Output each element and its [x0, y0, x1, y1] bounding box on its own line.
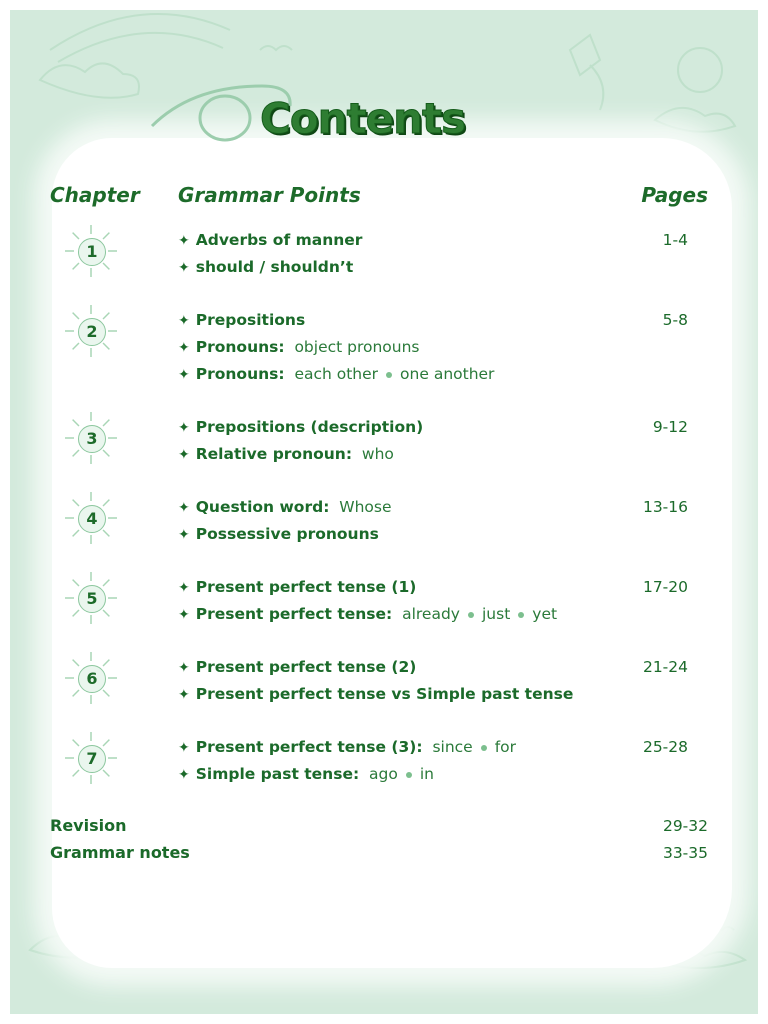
grammar-point: [178, 414, 423, 441]
grammar-point-title: should / shouldn’t: [195, 258, 354, 276]
chapter-pages: 17-20: [642, 578, 688, 596]
grammar-point-detail: object pronouns: [294, 338, 420, 356]
grammar-point-detail: yet: [532, 605, 558, 623]
grammar-point-detail: ago: [369, 765, 398, 783]
separator-dot-icon: [481, 745, 487, 751]
grammar-point-detail: who: [361, 445, 394, 463]
grammar-point-title: Simple past tense:: [195, 765, 360, 783]
revision-pages: 29-32: [662, 817, 708, 835]
grammar-point: [178, 254, 353, 281]
grammar-point: [178, 654, 416, 681]
grammar-point-title: Adverbs of manner: [195, 231, 363, 249]
revision-label: Revision: [50, 816, 127, 835]
grammar-point: [178, 494, 392, 521]
bullet-star-icon: ✦: [178, 740, 190, 756]
header-grammar-points: Grammar Points: [178, 183, 361, 207]
bullet-star-icon: ✦: [178, 607, 190, 623]
grammar-notes-label: Grammar notes: [50, 843, 190, 862]
bullet-star-icon: ✦: [178, 527, 190, 543]
grammar-point-title: Present perfect tense vs Simple past tense: [195, 685, 574, 703]
chapter-number: 5: [78, 585, 106, 613]
chapter-number: 6: [78, 665, 106, 693]
header-chapter: Chapter: [50, 183, 140, 207]
bullet-star-icon: ✦: [178, 313, 190, 329]
bullet-star-icon: ✦: [178, 580, 190, 596]
bullet-star-icon: ✦: [178, 660, 190, 676]
separator-dot-icon: [468, 612, 474, 618]
grammar-point: [178, 601, 557, 628]
chapter-pages: 13-16: [642, 498, 688, 516]
bullet-star-icon: ✦: [178, 420, 190, 436]
bullet-star-icon: ✦: [178, 767, 190, 783]
chapter-number: 3: [78, 425, 106, 453]
chapter-number: 7: [78, 745, 106, 773]
grammar-point: [178, 734, 516, 761]
bullet-star-icon: ✦: [178, 367, 190, 383]
separator-dot-icon: [386, 372, 392, 378]
bullet-star-icon: ✦: [178, 233, 190, 249]
grammar-point-detail: already: [402, 605, 460, 623]
grammar-point-detail: Whose: [339, 498, 392, 516]
grammar-point-detail: in: [419, 765, 434, 783]
grammar-notes-pages: 33-35: [662, 844, 708, 862]
grammar-point: [178, 574, 416, 601]
bullet-star-icon: ✦: [178, 260, 190, 276]
grammar-point-detail: since: [432, 738, 473, 756]
grammar-point-title: Possessive pronouns: [195, 525, 379, 543]
grammar-point: [178, 761, 434, 788]
grammar-point-detail: for: [494, 738, 517, 756]
grammar-point-title: Present perfect tense (3):: [195, 738, 423, 756]
grammar-point: [178, 361, 494, 388]
grammar-point: [178, 441, 394, 468]
grammar-point-title: Relative pronoun:: [195, 445, 353, 463]
chapter-pages: 1-4: [662, 231, 688, 249]
chapter-pages: 5-8: [662, 311, 688, 329]
grammar-point: [178, 307, 305, 334]
bullet-star-icon: ✦: [178, 500, 190, 516]
chapter-pages: 25-28: [642, 738, 688, 756]
page-title: Contents: [260, 94, 466, 143]
bullet-star-icon: ✦: [178, 687, 190, 703]
separator-dot-icon: [406, 772, 412, 778]
bullet-star-icon: ✦: [178, 340, 190, 356]
grammar-point-detail: one another: [400, 365, 495, 383]
grammar-point: [178, 334, 420, 361]
chapter-pages: 9-12: [652, 418, 688, 436]
header-pages: Pages: [641, 183, 708, 207]
separator-dot-icon: [518, 612, 524, 618]
grammar-point-title: Question word:: [195, 498, 330, 516]
grammar-point-title: Pronouns:: [195, 365, 285, 383]
grammar-point: [178, 227, 362, 254]
grammar-point-title: Prepositions: [195, 311, 306, 329]
grammar-point-detail: just: [481, 605, 511, 623]
chapter-pages: 21-24: [642, 658, 688, 676]
grammar-point: [178, 521, 379, 548]
grammar-point-title: Present perfect tense (2): [195, 658, 417, 676]
bullet-star-icon: ✦: [178, 447, 190, 463]
grammar-point: [178, 681, 573, 708]
chapter-number: 1: [78, 238, 106, 266]
grammar-point-title: Present perfect tense (1): [195, 578, 417, 596]
grammar-point-detail: each other: [294, 365, 379, 383]
grammar-point-title: Present perfect tense:: [195, 605, 393, 623]
chapter-number: 4: [78, 505, 106, 533]
grammar-point-title: Pronouns:: [195, 338, 285, 356]
grammar-point-title: Prepositions (description): [195, 418, 424, 436]
chapter-number: 2: [78, 318, 106, 346]
